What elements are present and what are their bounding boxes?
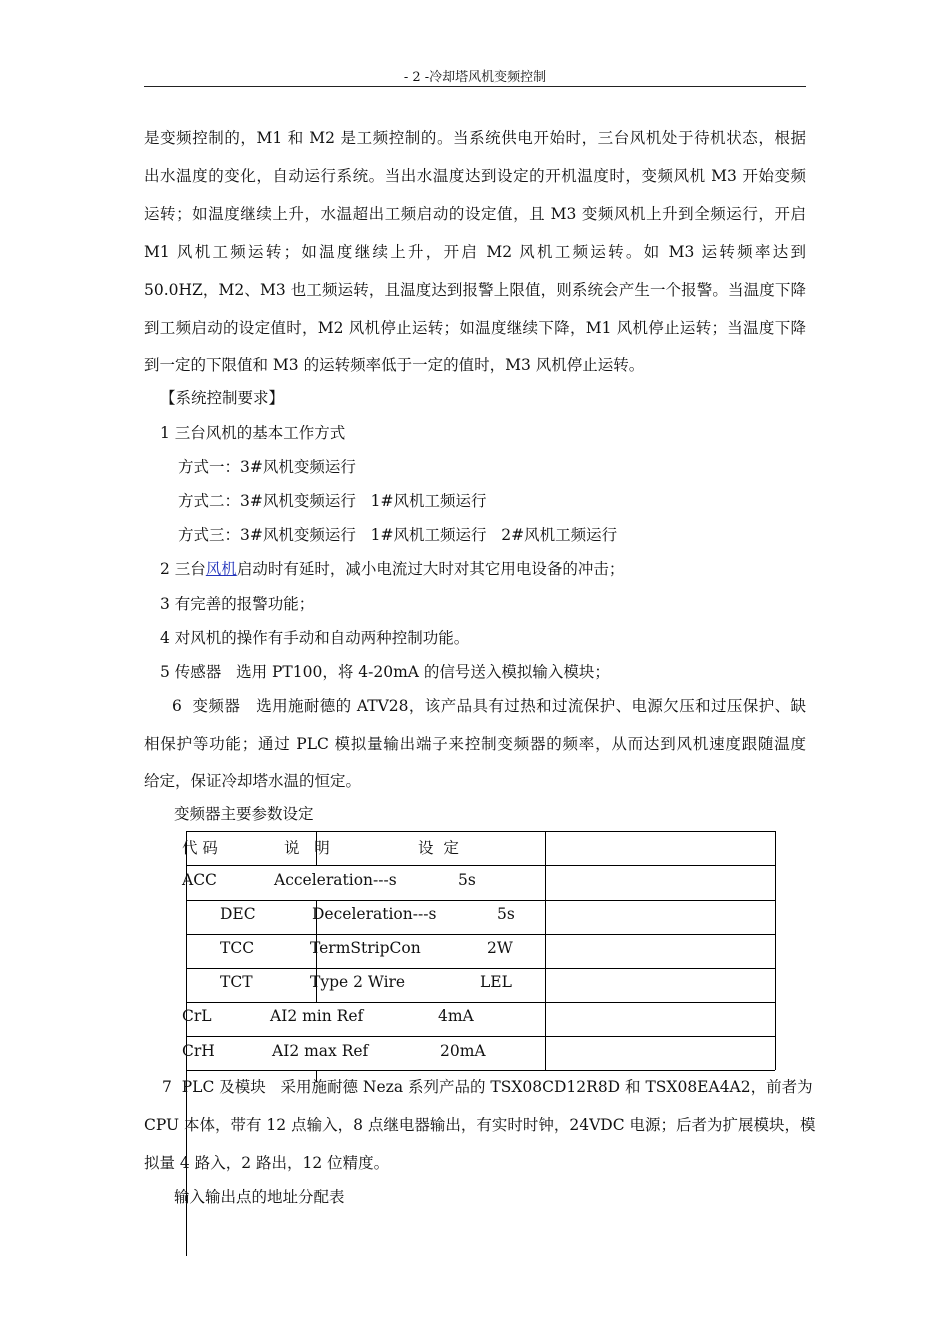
- table-cell-desc: Acceleration---s: [274, 871, 397, 889]
- table-header-setting: 设 定: [418, 839, 459, 857]
- intro-line-6: 到工频启动的设定值时，M2 风机停止运转；如温度继续下降，M1 风机停止运转；当温度下降: [144, 319, 806, 337]
- table-rule: [545, 831, 546, 1070]
- table-cell-desc: AI2 min Ref: [270, 1007, 364, 1025]
- req6-line-1: 6 变频器 选用施耐德的 ATV28，该产品具有过热和过流保护、电源欠压和过压保护、缺: [172, 697, 806, 715]
- table-cell-desc: AI2 max Ref: [272, 1042, 369, 1060]
- req2-prefix: 2 三台: [160, 560, 206, 578]
- table-header-desc: 说 明: [284, 839, 330, 857]
- table-rule: [775, 831, 776, 1070]
- intro-line-2: 出水温度的变化，自动运行系统。当出水温度达到设定的开机温度时，变频风机 M3 开始变频: [144, 167, 806, 185]
- intro-line-7: 到一定的下限值和 M3 的运转频率低于一定的值时，M3 风机停止运转。: [144, 356, 645, 374]
- req1-mode-1: 方式一：3#风机变频运行: [178, 458, 356, 476]
- req1-mode-2: 方式二：3#风机变频运行 1#风机工频运行: [178, 492, 487, 510]
- req6-line-3: 给定，保证冷却塔水温的恒定。: [144, 772, 362, 790]
- req7-line-1: 7 PLC 及模块 采用施耐德 Neza 系列产品的 TSX08CD12R8D 和 TSX08EA4A2，前者为: [162, 1078, 813, 1096]
- intro-line-3: 运转；如温度继续上升，水温超出工频启动的设定值，且 M3 变频风机上升到全频运行，开启: [144, 205, 806, 223]
- table-rule: [186, 865, 775, 866]
- param-table-caption: 变频器主要参数设定: [174, 805, 314, 823]
- table-cell-setting: 4mA: [438, 1007, 474, 1025]
- header-divider: [144, 86, 806, 87]
- table-cell-desc: Deceleration---s: [312, 905, 437, 923]
- intro-line-5: 50.0HZ，M2、M3 也工频运转，且温度达到报警上限值，则系统会产生一个报警。当温度下降: [144, 281, 806, 299]
- table-rule: [186, 934, 775, 935]
- req7-line-2: CPU 本体，带有 12 点输入，8 点继电器输出，有实时时钟，24VDC 电源；后者为扩展模块，模: [144, 1116, 816, 1134]
- section-title: 【系统控制要求】: [160, 389, 285, 407]
- table-cell-setting: 2W: [487, 939, 513, 957]
- table-rule: [186, 831, 775, 832]
- table-rule: [186, 1070, 775, 1071]
- table-cell-setting: 5s: [458, 871, 476, 889]
- table-cell-desc: Type 2 Wire: [310, 973, 406, 991]
- table-rule: [186, 1002, 775, 1003]
- req7-line-3: 拟量 4 路入，2 路出，12 位精度。: [144, 1154, 390, 1172]
- table-rule: [186, 968, 775, 969]
- req6-line-2: 相保护等功能；通过 PLC 模拟量输出端子来控制变频器的频率，从而达到风机速度跟随温度: [144, 735, 806, 753]
- table-cell-code: CrH: [182, 1042, 215, 1060]
- table-cell-setting: 5s: [497, 905, 515, 923]
- table-cell-code: TCC: [220, 939, 255, 957]
- req1-title: 1 三台风机的基本工作方式: [160, 424, 346, 442]
- table-cell-code: ACC: [182, 871, 217, 889]
- intro-line-1: 是变频控制的，M1 和 M2 是工频控制的。当系统供电开始时，三台风机处于待机状态，根据: [144, 129, 806, 147]
- req2-suffix: 启动时有延时，减小电流过大时对其它用电设备的冲击；: [236, 560, 625, 578]
- table-cell-desc: TermStripCon: [310, 939, 421, 957]
- intro-line-4: M1 风机工频运转；如温度继续上升，开启 M2 风机工频运转。如 M3 运转频率达到: [144, 243, 806, 261]
- table-header-code: 代 码: [182, 839, 218, 857]
- req2-line: [160, 557, 624, 579]
- page-header: - 2 -冷却塔风机变频控制: [403, 70, 547, 85]
- req4-line: 4 对风机的操作有手动和自动两种控制功能。: [160, 629, 470, 647]
- table-cell-code: TCT: [220, 973, 253, 991]
- fan-link[interactable]: 风机: [205, 560, 237, 578]
- table-cell-code: CrL: [182, 1007, 212, 1025]
- table-cell-code: DEC: [220, 905, 256, 923]
- table-rule: [186, 1036, 775, 1037]
- table-rule: [186, 900, 775, 901]
- req1-mode-3: 方式三：3#风机变频运行 1#风机工频运行 2#风机工频运行: [178, 526, 618, 544]
- table-cell-setting: LEL: [480, 973, 512, 991]
- io-table-caption: 输入输出点的地址分配表: [174, 1188, 345, 1206]
- req3-line: 3 有完善的报警功能；: [160, 595, 315, 613]
- table-cell-setting: 20mA: [440, 1042, 486, 1060]
- req5-line: 5 传感器 选用 PT100，将 4-20mA 的信号送入模拟输入模块；: [160, 663, 610, 681]
